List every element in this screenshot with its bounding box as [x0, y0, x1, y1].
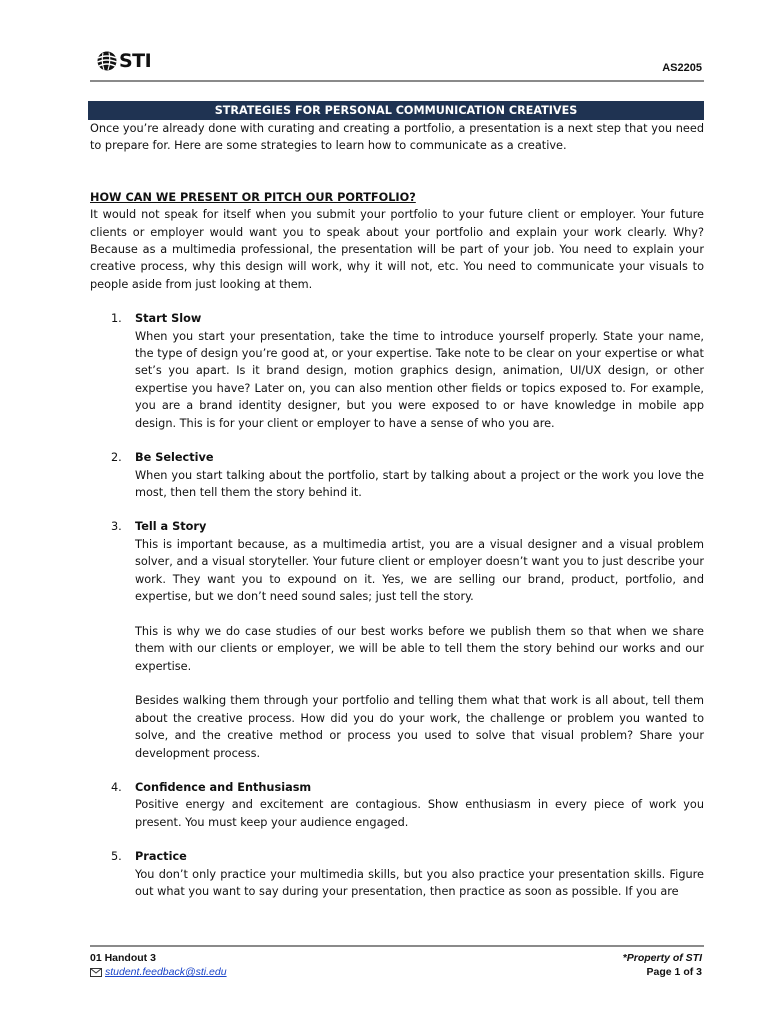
strategy-number: 4.: [111, 780, 122, 794]
mail-icon: [90, 968, 102, 977]
section-heading: HOW CAN WE PRESENT OR PITCH OUR PORTFOLIO?: [90, 190, 416, 204]
email-row: [90, 965, 227, 979]
strategy-paragraph: When you start talking about the portfolio, start by talking about a project or the work you love the most, then tell them the story behind it.: [135, 468, 704, 499]
footer-right: [623, 951, 702, 979]
header-divider: [90, 80, 704, 82]
document-body: [90, 120, 704, 917]
section-paragraph: It would not speak for itself when you submit your portfolio to your future client or employer. Your future clients or employer would want you to speak about your portfolio and explain your work clearly. Why? Because as a multimedia professional, the presentation will be part of your job. You need to explain your creative process, why this design will work, why it will not, etc. You need to communicate your visuals to people aside from just looking at them.: [90, 208, 704, 291]
strategy-item-practice: [90, 848, 704, 900]
document-code: AS2205: [662, 62, 702, 74]
strategy-title: Practice: [135, 850, 187, 864]
strategy-paragraph: Positive energy and excitement are contagious. Show enthusiasm in every piece of work you present. You must keep your audience engaged.: [135, 798, 704, 829]
strategy-paragraph: This is important because, as a multimedia artist, you are a visual designer and a visual problem solver, and a visual storyteller. Your future client or employer doesn’t want you to just describe your work. They want you to expound on it. Yes, we are selling our brand, product, portfolio, and expertise, but we don’t need sound sales; just tell the story.: [135, 537, 704, 603]
page-number: Page 1 of 3: [646, 966, 702, 978]
property-label: *Property of STI: [622, 952, 702, 964]
strategy-number: 1.: [111, 312, 122, 326]
handout-label: 01 Handout 3: [90, 952, 156, 964]
feedback-email-link[interactable]: student.feedback@sti.edu: [105, 966, 227, 978]
strategy-item-confidence: [90, 779, 704, 831]
strategy-item-be-selective: [90, 449, 704, 501]
document-title: STRATEGIES FOR PERSONAL COMMUNICATION CREATIVES: [88, 101, 704, 120]
footer-divider: [90, 945, 704, 947]
strategy-title: Start Slow: [135, 312, 202, 326]
strategy-item-start-slow: [90, 310, 704, 432]
strategy-title: Be Selective: [135, 451, 214, 465]
strategy-number: 3.: [111, 520, 122, 534]
footer-left: [90, 951, 227, 979]
intro-paragraph: Once you’re already done with curating and creating a portfolio, a presentation is a next step that you need to prepare for. Here are some strategies to learn how to communicate as a creative.: [90, 122, 704, 153]
strategy-number: 2.: [111, 451, 122, 465]
strategy-title: Confidence and Enthusiasm: [135, 780, 312, 794]
logo-text: STI: [119, 50, 152, 72]
strategy-paragraph: This is why we do case studies of our best works before we publish them so that when we share them with our clients or employer, we will be able to tell them the story behind our works and our expertise.: [135, 624, 704, 673]
sti-logo: [96, 50, 151, 72]
strategy-paragraph: When you start your presentation, take the time to introduce yourself properly. State your name, the type of design you’re good at, or your expertise. Take note to be clear on your expertise or what set’s you apart. Is it brand design, motion graphics design, animation, UI/UX design, or other expertise you have? Later on, you can also mention other fields or topics exposed to. For example, you are a brand identity designer, but you were exposed to or have knowledge in mobile app design. This is for your client or employer to have a sense of who you are.: [135, 329, 704, 430]
strategy-paragraph: You don’t only practice your multimedia skills, but you also practice your presentation skills. Figure out what you want to say during your presentation, then practice as soon as possible. If you are: [135, 867, 704, 898]
strategy-number: 5.: [111, 850, 122, 864]
sti-globe-icon: [96, 50, 118, 72]
strategy-list: [90, 310, 704, 900]
strategy-title: Tell a Story: [135, 520, 207, 534]
strategy-paragraph: Besides walking them through your portfolio and telling them what that work is all about, tell them about the creative process. How did you do your work, the challenge or problem you wanted to solve, and the creative method or process you used to solve that visual problem? Share your development process.: [135, 694, 704, 760]
strategy-item-tell-a-story: [90, 518, 704, 762]
